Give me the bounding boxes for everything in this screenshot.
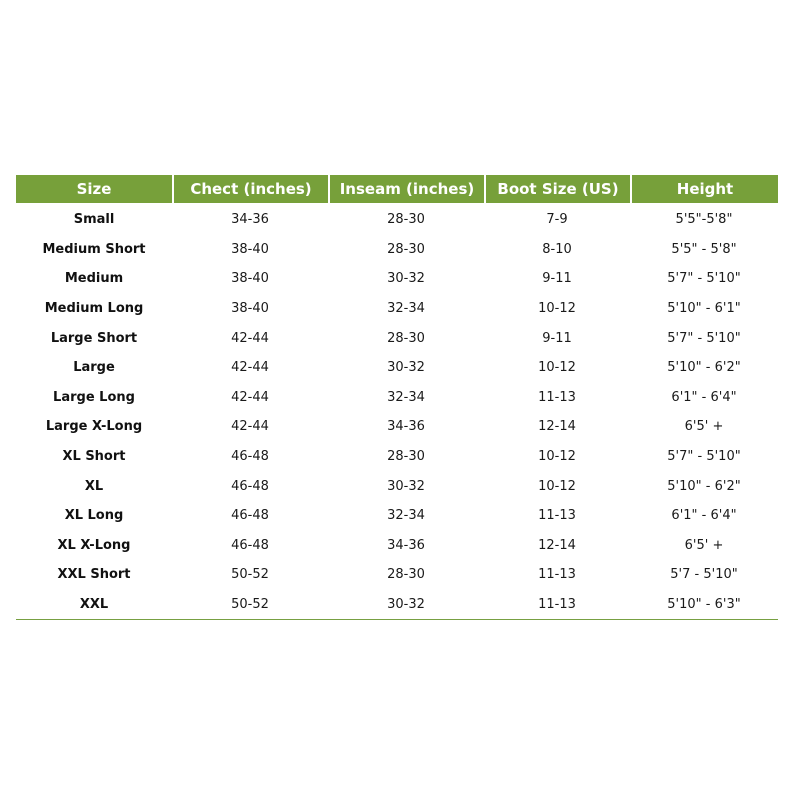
inseam-cell: 28-30 — [387, 330, 425, 346]
table-row — [16, 323, 778, 353]
height-cell: 6'1" - 6'4" — [671, 389, 737, 405]
size-cell: Medium — [64, 271, 124, 287]
height-cell: 5'10" - 6'2" — [667, 360, 741, 376]
chest-cell: 50-52 — [231, 597, 269, 613]
header-row — [16, 175, 778, 203]
inseam-cell: 28-30 — [387, 449, 425, 465]
inseam-cell: 32-34 — [387, 389, 425, 405]
boot-size-cell: 10-12 — [538, 478, 576, 494]
chest-cell: 42-44 — [231, 419, 269, 435]
size-cell: Large Long — [53, 389, 135, 405]
table-row — [16, 294, 778, 324]
boot-size-cell: 11-13 — [538, 597, 576, 613]
boot-size-cell: 8-10 — [542, 241, 572, 257]
height-cell: 6'5' + — [684, 419, 724, 435]
size-cell: XL X-Long — [57, 537, 131, 553]
chest-cell: 42-44 — [231, 330, 269, 346]
height-cell: 5'10" - 6'3" — [667, 597, 741, 613]
height-cell: 6'1" - 6'4" — [671, 508, 737, 524]
table-row — [16, 235, 778, 265]
header-boot-size: Boot Size (US) — [484, 175, 630, 203]
size-cell: XL — [84, 478, 104, 494]
table-row — [16, 560, 778, 590]
boot-size-cell: 12-14 — [538, 537, 576, 553]
height-cell: 5'10" - 6'1" — [667, 301, 741, 317]
size-cell: Large Short — [50, 330, 138, 346]
inseam-cell: 34-36 — [387, 419, 425, 435]
inseam-cell: 34-36 — [387, 537, 425, 553]
header-height: Height — [630, 175, 778, 203]
size-cell: Large — [73, 360, 115, 376]
height-cell: 5'5" - 5'8" — [671, 241, 737, 257]
chest-cell: 34-36 — [231, 212, 269, 228]
chest-cell: 46-48 — [231, 478, 269, 494]
size-chart-table — [16, 175, 778, 620]
inseam-cell: 30-32 — [387, 271, 425, 287]
table-row — [16, 501, 778, 531]
size-cell: XXL Short — [57, 567, 131, 583]
size-cell: Medium Short — [42, 241, 146, 257]
inseam-cell: 28-30 — [387, 212, 425, 228]
height-cell: 5'10" - 6'2" — [667, 478, 741, 494]
height-cell: 5'7" - 5'10" — [667, 330, 741, 346]
inseam-cell: 30-32 — [387, 360, 425, 376]
inseam-cell: 32-34 — [387, 508, 425, 524]
boot-size-cell: 10-12 — [538, 360, 576, 376]
chest-cell: 46-48 — [231, 537, 269, 553]
table-row — [16, 203, 778, 235]
size-cell: Medium Long — [44, 301, 144, 317]
height-cell: 6'5' + — [684, 537, 724, 553]
table-row — [16, 353, 778, 383]
table-header — [16, 175, 778, 203]
size-cell: Small — [73, 212, 115, 228]
boot-size-cell: 11-13 — [538, 389, 576, 405]
chest-cell: 38-40 — [231, 301, 269, 317]
chest-cell: 38-40 — [231, 271, 269, 287]
inseam-cell: 28-30 — [387, 567, 425, 583]
table-row — [16, 383, 778, 413]
size-cell: XL Long — [64, 508, 124, 524]
inseam-cell: 30-32 — [387, 478, 425, 494]
boot-size-cell: 7-9 — [546, 212, 568, 228]
boot-size-cell: 10-12 — [538, 301, 576, 317]
table-row — [16, 471, 778, 501]
height-cell: 5'5"-5'8" — [675, 212, 733, 228]
size-cell: Large X-Long — [45, 419, 143, 435]
table-row — [16, 590, 778, 620]
boot-size-cell: 12-14 — [538, 419, 576, 435]
height-cell: 5'7" - 5'10" — [667, 271, 741, 287]
boot-size-cell: 11-13 — [538, 508, 576, 524]
header-size: Size — [16, 175, 172, 203]
table-row — [16, 442, 778, 472]
boot-size-cell: 11-13 — [538, 567, 576, 583]
header-chest: Chect (inches) — [172, 175, 328, 203]
inseam-cell: 30-32 — [387, 597, 425, 613]
size-cell: XXL — [79, 597, 109, 613]
chest-cell: 50-52 — [231, 567, 269, 583]
height-cell: 5'7" - 5'10" — [667, 449, 741, 465]
height-cell: 5'7 - 5'10" — [670, 567, 738, 583]
boot-size-cell: 9-11 — [542, 330, 572, 346]
chest-cell: 42-44 — [231, 360, 269, 376]
table-row — [16, 264, 778, 294]
table-row — [16, 412, 778, 442]
boot-size-cell: 10-12 — [538, 449, 576, 465]
header-inseam: Inseam (inches) — [328, 175, 484, 203]
table-body — [16, 203, 778, 619]
inseam-cell: 28-30 — [387, 241, 425, 257]
chest-cell: 46-48 — [231, 508, 269, 524]
chest-cell: 46-48 — [231, 449, 269, 465]
chest-cell: 42-44 — [231, 389, 269, 405]
chest-cell: 38-40 — [231, 241, 269, 257]
table-row — [16, 531, 778, 561]
inseam-cell: 32-34 — [387, 301, 425, 317]
boot-size-cell: 9-11 — [542, 271, 572, 287]
size-cell: XL Short — [62, 449, 126, 465]
